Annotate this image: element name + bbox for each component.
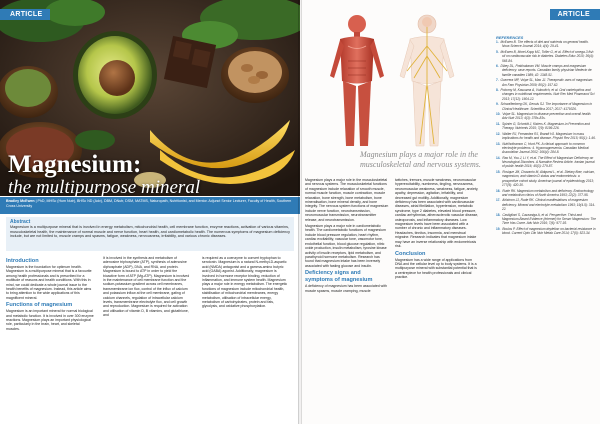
references-list <box>496 36 596 237</box>
reference-item <box>496 156 596 169</box>
reference-item <box>496 64 596 77</box>
reference-text: McEwen B. The effects of diet and nutrients on general health. Nova Science Journal 2014; 4(4): 29-41. <box>499 40 589 49</box>
article-tag-right: ARTICLE <box>550 9 600 20</box>
reference-text: Rao M, You J, Li Y, et al. The Effect of Magnesium Deficiency on Neurological Disorders. A Narrative Review Article. Iranian journal of public health 2016; 45(3): 279-87. <box>501 156 595 169</box>
left-column-1 <box>6 256 94 333</box>
article-tag: ARTICLE <box>0 9 50 20</box>
reference-number: 6. <box>496 64 499 69</box>
reference-item <box>496 122 596 130</box>
anatomy-illustration <box>302 6 492 156</box>
left-column-3 <box>202 256 290 311</box>
article-title <box>8 152 200 196</box>
reference-text: Walter RJ, Fernandez RJ, Brandt HJ. Magnesium in mass implications for health and disease. Physiol Rev 2015; 95(1): 1-46. <box>501 132 596 141</box>
reference-item <box>496 198 596 211</box>
left-column-2 <box>103 256 191 320</box>
abstract-text: Magnesium is a multipurpose mineral that is involved in energy metabolism, mitochondrial health, cell membrane function, enzyme reactions, activation of various vitamins, musculoskeletal health, the maintenance of normal muscle and nerve function, heart health, and cardiometabolic health. The numerous symptoms of magnesium deficiency include, but are not limited to, muscle cramps and spasms, fatigue, weakness, nervousness, irritability, and various chronic diseases. <box>10 225 290 239</box>
reference-number: 8. <box>496 88 499 93</box>
muscle-figure <box>330 15 384 146</box>
right-column-1 <box>305 178 389 295</box>
conclusion-text: Magnesium has a wide range of applications from DNA and the cellular level up to body systems. It is a multipurpose mineral with substantial potential that is a centrepiece for health professionals and clinical practice. <box>395 257 477 280</box>
references-heading: REFERENCES <box>496 35 524 40</box>
reference-text: Dibey DL, Prabhakaran VM. Muscle cramps and magnesium deficiency: case reports. Canadian family physician Medecin de famille canadien 1989; 42: 1348-51. <box>499 64 592 77</box>
reference-number: 16. <box>496 188 501 193</box>
reference-number: 18. <box>496 212 501 217</box>
reference-item <box>496 189 596 197</box>
reference-number: 9. <box>496 102 499 107</box>
functions-heading: Functions of magnesium <box>6 302 73 309</box>
abstract-heading: Abstract <box>10 219 31 225</box>
reference-number: 17. <box>496 198 501 203</box>
reference-number: 14. <box>496 156 501 161</box>
reference-text: Ahlstrom JJ, Rude RK. Clinical manifestations of magnesium deficiency. Mineral and electrolyte metabolism 1993; 19(4-5): 314-22. <box>501 198 596 211</box>
right-column-2 <box>395 178 479 282</box>
reference-item <box>496 102 596 110</box>
reference-number: 7. <box>496 78 499 83</box>
reference-text: Guerrera MP, Volpe SL, Mao JJ. Therapeutic uses of magnesium. Am Fam Physician 2009; 80(2): 157-62. <box>499 78 594 87</box>
title-line-2: the multipurpose mineral <box>8 177 201 196</box>
reference-number: 11. <box>496 122 501 127</box>
reference-text: Nuhlholtramon C, Hunt PK. A clinical approach to common electrolyte problems: 4. Hypomagnesemia. Canadian Medical Association Journal 2002; 166(4): 284-8. <box>501 141 589 155</box>
abstract-box <box>6 217 294 251</box>
author-name: Bradley McEwen <box>6 199 35 203</box>
column-3-text: is required as a coenzyme to convert tryptophan to serotonin. Magnesium is a natural N-methyl-D-aspartic acid (NMDA) antagonist and a gamma-amino butyric acid (GABA) agonist. Additionally, magnesium is involved in hormone receptor binding, reduction of inflammation, and immune system health. Magnesium plays a major role in energy metabolism. The energetic functions of magnesium include mitochondrial health, stabilisation of mitochondrial membranes, energy metabolism, utilisation of intracellular energy, metabolism of carbohydrates, protein and fats, glycolysis, and oxidative phosphorylation. <box>202 256 288 309</box>
reference-items <box>496 40 596 235</box>
deficiency-continued-text: twitches, tremors, muscle weakness, neuromuscular hyperexcitability, numbness, tingling, nervousness, neuromuscular weakness, weakness, fatigue, anxiety, apathy, depression, agitation, irritability, and decreased gut motility. Additionally, magnesium deficiency has been associated with cardiovascular diseases, atrial fibrillation, hypertension, metabolic syndrome, type 2 diabetes, elevated blood pressure, cardiac arrhythmias, atherosclerotic vascular disease, osteoporosis, and inflammatory diseases. Low magnesium levels have been associated with a number of chronic and inflammatory diseases. Headaches, tinnitus, insomnia, and menstrual migraine. Research indicates that magnesium intake may have an inverse relationship with endometriosis risk. <box>395 178 479 249</box>
functions-text: Magnesium is an important mineral for normal biological and metabolic function. It is involved in over 300 enzyme reactions. Magnesium plays an important physiological role, particularly in the brain, heart, and skeletal muscles. <box>6 309 94 331</box>
reference-number: 13. <box>496 141 501 146</box>
reference-item <box>496 170 596 187</box>
right-page <box>300 0 600 424</box>
reference-text: Rosique JM, Chavarrio M, Aldquest L, et al. Dietary fiber, calcium, magnesium, and vitamin D status and endometriosis: a prospective cohort study. American journal of epidemiology 2013; 177(5): 420-30. <box>501 170 596 187</box>
reference-text: Spinier G, Schmidt J, Kisters K. Magnesium-in Prevention and Therapy. Nutrients 2015; 7(9): 8199-226. <box>501 122 590 131</box>
reference-item <box>496 40 596 48</box>
magnesium-foods-photo <box>0 0 300 196</box>
reference-item <box>496 50 596 63</box>
reference-text: McEwen B, Morel-Kopp MC, Tofler G, et al. Effect of omega-3 fish oil on cardiovascular risk in diabetes. Diabetes Educ 2010; 36(4): 565-84. <box>499 50 594 63</box>
page-spine <box>298 0 302 424</box>
reference-number: 19. <box>496 226 501 231</box>
reference-number: 12. <box>496 132 501 137</box>
reference-number: 15. <box>496 170 501 175</box>
cardiometabolic-text: Magnesium plays a major role in cardiometabolic health. The cardiometabolic functions of magnesium include blood pressure regulation, heart rhythm, cardiac excitability, vascular tone, vasomotor tone, endothelial function, blood glucose regulation, nitric oxide production, insulin metabolism, tyrosine kinase activity of insulin receptors, lipid metabolism, and parathyroid hormone metabolism. Research has found that magnesium intake has been inversely associated with fasting glucose and insulin. <box>305 224 387 268</box>
reference-text: Volpe SL. Magnesium in disease prevention and overall health. Adv Nutr 2013; 4(3): 378s-83s. <box>501 112 592 121</box>
deficiency-heading: Deficiency signs and symptoms of magnesium <box>305 270 373 284</box>
reference-item <box>496 142 596 155</box>
author-byline <box>0 197 300 214</box>
reference-number: 10. <box>496 112 501 117</box>
reference-text: Castiglioni S, Cazzaniga A, et al. Perspective: Thirst and Magnesium-Based Evidence (Internet) for Serum Magnesium: The Time Has Come. Adv Nutr 2016; 7(6): 977-93. <box>501 212 596 225</box>
reference-item <box>496 213 596 226</box>
author-details: | PhD, MHSc (Hum Nutr), BHSc ND (Adv), DBM, DNutr, DSM, MATMS, Naturopath, Nutritionist, and Mentor. Adjunct Senior Lecturer, Faculty of Health, Southern Cross University <box>6 199 292 208</box>
conclusion-heading: Conclusion <box>395 250 426 257</box>
introduction-text: Magnesium is the foundation for optimum health. Magnesium is a multipurpose mineral that is a favourite among health professionals and is prescribed for a multitude of reasons and health conditions. With this in mind, we could dedicate a whole journal issue to the health benefits of magnesium. Instead, this article aims to bring attention to the wide applications of this magnificent mineral. <box>6 265 92 300</box>
musculoskeletal-text: Magnesium plays a major role in the musculoskeletal and nervous systems. The musculoskeletal functions of magnesium include relaxation of smooth muscle, normal muscle function, muscle contraction, muscle relaxation, bone strength, bone metabolism, bone mineralisation, bone mineral density, and bone integrity. The nervous system functions of magnesium include nerve function, neurotransmission, neuromuscular transmission, neurotransmitter release, and neurotransmission. <box>305 178 389 222</box>
reference-item <box>496 112 596 120</box>
reference-item <box>496 78 596 86</box>
deficiency-text: A deficiency of magnesium has been associated with muscle spasms, muscle cramping, muscle <box>305 284 387 293</box>
figure-caption: Magnesium plays a major role in the musculoskeletal and nervous systems. <box>360 150 481 169</box>
reference-number: 5. <box>496 50 499 55</box>
reference-item <box>496 88 596 101</box>
reference-item <box>496 132 596 140</box>
introduction-heading: Introduction <box>6 258 39 264</box>
reference-number: 1. <box>496 40 499 45</box>
title-line-1: Magnesium: <box>8 151 142 178</box>
column-2-text: It is involved in the synthesis and metabolism of adenosine triphosphate (ATP), synthesis of adenosine diphosphate (ADP), DNA, and RNA, and protein. Magnesium is bound to ATP in order to yield the bioactive form of ATP (Mg-ATP). Magnesium is involved in the maintenance of cell membrane function and the sodium-potassium gradient across cell membranes, transmembrane ion flux, control of the influx of calcium and potassium inflow at the cell membrane, gating of calcium channels, regulation of intracellular calcium levels, transmembrane electrolyte flux, and cell growth and reproduction. Magnesium is required for activation and utilisation of vitamin D, B vitamins, and glutathione, and <box>103 256 190 318</box>
reference-text: Pokorny M, Kasuurna A, Vukovitch, et al. Oral carbetophins and changes in nutritional requirements. Nutr Rev Med Pharmacol Sci 2013; 17(12): 1604-12. <box>499 88 595 101</box>
nervous-system-figure <box>400 15 454 146</box>
reference-text: Rude RK. Magnesium metabolism and deficiency. Endocrinology and metabolism clinics of North America 1993; 22(2): 377-95. <box>501 188 594 197</box>
reference-item <box>496 227 596 235</box>
reference-text: Schwalfenberg GK, Genuis SJ. The Importance of Magnesium in Clinical Healthcare. Scientifica 2017; 2017: 4179326. <box>499 102 592 111</box>
reference-text: Boulos P. Effect of magnesium depletion on bacterial resistance in blood. Current Opin Clin Nutr Metab Care 2014; 17(5): 523-34. <box>501 226 596 235</box>
